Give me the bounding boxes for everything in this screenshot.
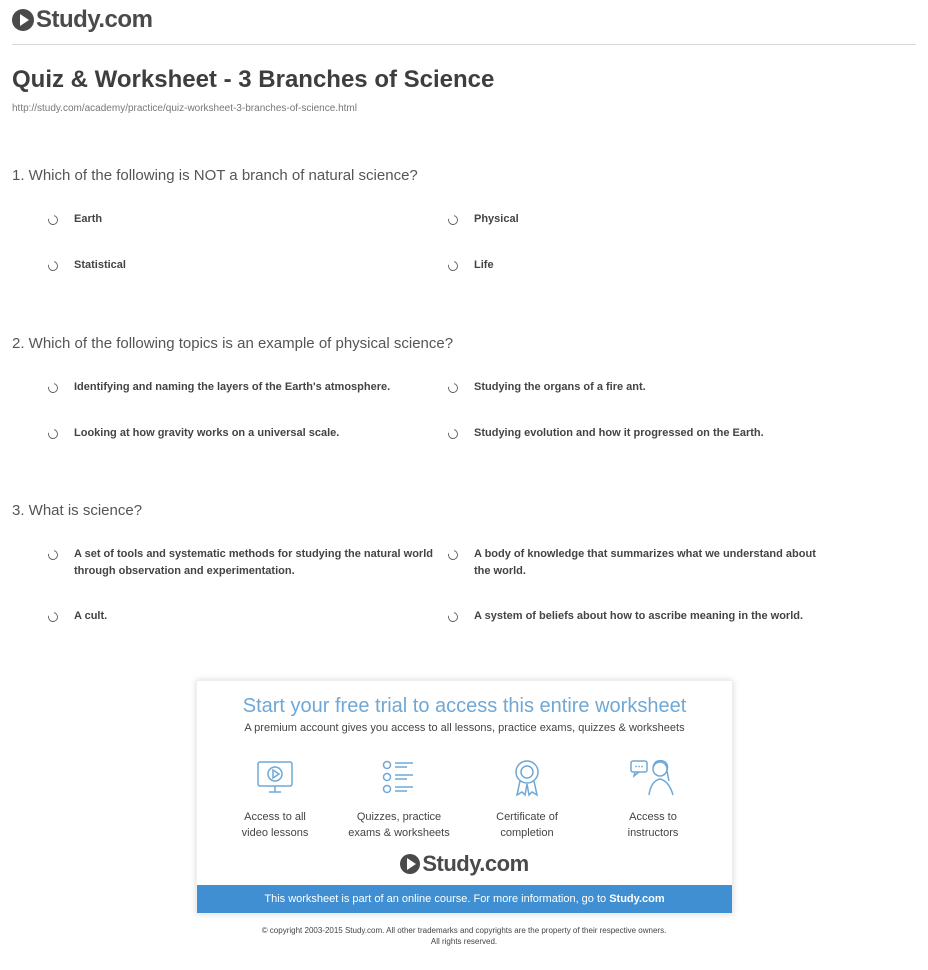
option-label: A set of tools and systematic methods for studying the natural world through observation and experimentation. xyxy=(74,548,433,577)
promo-study-logo[interactable] xyxy=(197,851,732,877)
promo-subheading: A premium account gives you access to all lessons, practice exams, quizzes & worksheets xyxy=(244,722,685,734)
radio-icon[interactable] xyxy=(446,427,460,441)
q3-option-c[interactable] xyxy=(48,608,428,625)
play-icon xyxy=(12,9,34,31)
q2-option-b[interactable] xyxy=(448,379,828,396)
radio-icon[interactable] xyxy=(46,213,60,227)
logo-text: Study.com xyxy=(36,6,153,33)
page-title: Quiz & Worksheet - 3 Branches of Science xyxy=(12,66,495,93)
option-label: A body of knowledge that summarizes what we understand about the world. xyxy=(474,548,816,577)
feature-label: Quizzes, practice exams & worksheets xyxy=(348,811,450,839)
video-lesson-icon xyxy=(255,757,295,797)
radio-icon[interactable] xyxy=(46,610,60,624)
feature-instructors xyxy=(593,757,713,841)
free-trial-promo xyxy=(196,680,733,914)
logo-text: Study.com xyxy=(422,851,529,876)
q1-option-b[interactable] xyxy=(448,211,828,228)
q1-option-d[interactable] xyxy=(448,257,828,274)
option-label: A system of beliefs about how to ascribe meaning in the world. xyxy=(474,610,804,622)
page-url: http://study.com/academy/practice/quiz-worksheet-3-branches-of-science.html xyxy=(12,103,357,114)
option-label: Studying evolution and how it progressed on the Earth. xyxy=(474,427,764,439)
header-divider xyxy=(12,44,916,45)
feature-certificate xyxy=(467,757,587,841)
option-label: Identifying and naming the layers of the Earth's atmosphere. xyxy=(74,381,391,393)
q2-option-d[interactable] xyxy=(448,425,828,442)
radio-icon[interactable] xyxy=(446,610,460,624)
copyright xyxy=(0,925,928,947)
radio-icon[interactable] xyxy=(446,213,460,227)
option-label: Statistical xyxy=(74,259,126,271)
feature-label: Certificate of completion xyxy=(496,811,558,839)
q3-option-d[interactable] xyxy=(448,608,848,625)
promo-info-bar xyxy=(197,885,732,913)
certificate-icon xyxy=(507,757,547,797)
q2-option-c[interactable] xyxy=(48,425,428,442)
q2-option-a[interactable] xyxy=(48,379,428,396)
promo-heading[interactable]: Start your free trial to access this entire worksheet xyxy=(242,695,687,717)
q3-option-a[interactable] xyxy=(48,546,433,580)
feature-label: Access to instructors xyxy=(627,811,679,839)
q3-option-b[interactable] xyxy=(448,546,828,580)
radio-icon[interactable] xyxy=(46,427,60,441)
radio-icon[interactable] xyxy=(46,548,60,562)
promo-bar-text: This worksheet is part of an online course. For more information, go to xyxy=(264,893,610,905)
feature-quizzes xyxy=(339,757,459,841)
option-label: Studying the organs of a fire ant. xyxy=(474,381,646,393)
instructor-icon xyxy=(629,757,677,797)
quiz-list-icon xyxy=(379,757,419,797)
copyright-line-1: © copyright 2003-2015 Study.com. All other trademarks and copyrights are the property of their respective owners. xyxy=(261,926,667,935)
question-2: 2. Which of the following topics is an example of physical science? xyxy=(12,335,454,352)
study-logo[interactable] xyxy=(12,6,152,34)
question-1: 1. Which of the following is NOT a branch of natural science? xyxy=(12,167,418,184)
option-label: Looking at how gravity works on a universal scale. xyxy=(74,427,340,439)
radio-icon[interactable] xyxy=(446,381,460,395)
promo-bar-link[interactable]: Study.com xyxy=(609,893,665,905)
radio-icon[interactable] xyxy=(446,548,460,562)
copyright-line-2: All rights reserved. xyxy=(430,937,498,946)
option-label: A cult. xyxy=(74,610,108,622)
radio-icon[interactable] xyxy=(46,259,60,273)
question-3: 3. What is science? xyxy=(12,502,143,519)
play-icon xyxy=(400,854,420,874)
feature-video-lessons xyxy=(215,757,335,841)
q1-option-c[interactable] xyxy=(48,257,408,274)
feature-label: Access to all video lessons xyxy=(241,811,309,839)
option-label: Physical xyxy=(474,213,519,225)
option-label: Earth xyxy=(74,213,103,225)
option-label: Life xyxy=(474,259,494,271)
q1-option-a[interactable] xyxy=(48,211,408,228)
radio-icon[interactable] xyxy=(446,259,460,273)
radio-icon[interactable] xyxy=(46,381,60,395)
